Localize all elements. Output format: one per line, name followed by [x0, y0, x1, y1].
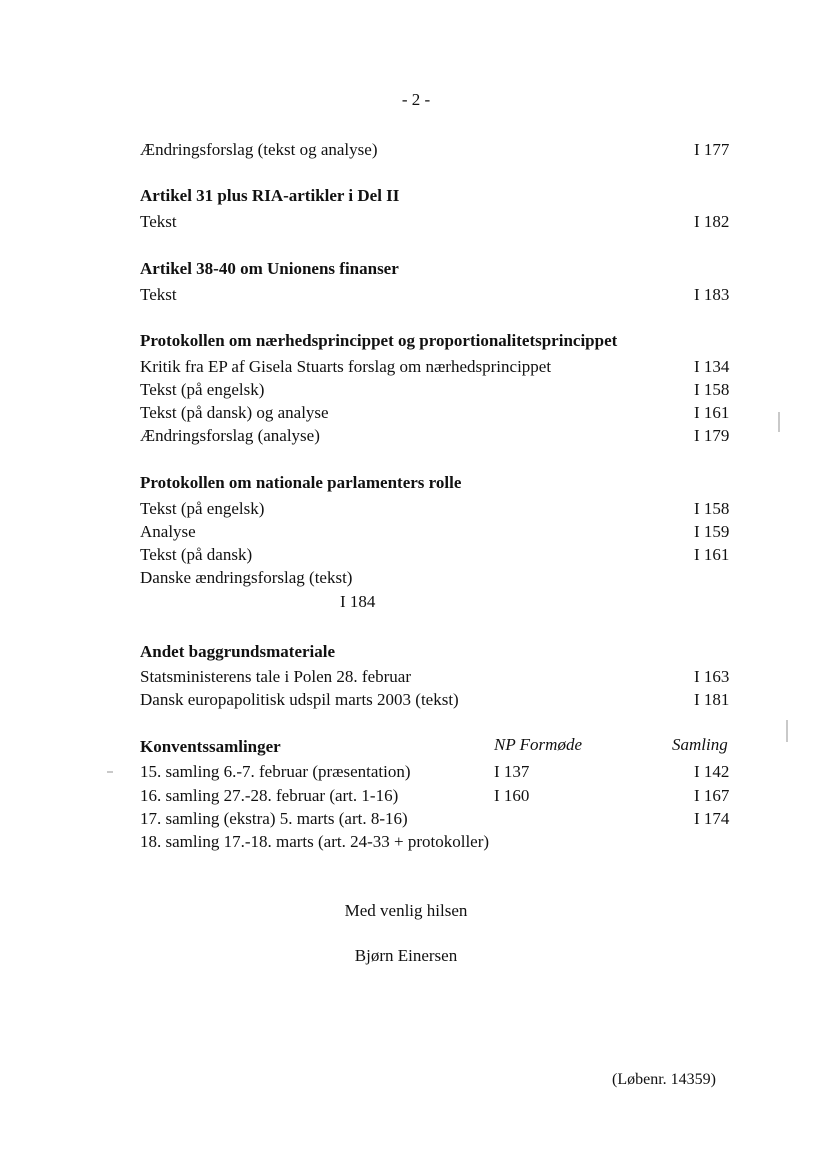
row-label: Tekst (på dansk)	[140, 545, 253, 564]
convention-row-samling: I 167	[694, 786, 730, 805]
row-label: Tekst	[140, 212, 177, 231]
row-ref: I 179	[694, 426, 730, 445]
intro-ref: I 177	[694, 140, 730, 159]
row-ref: I 184	[340, 592, 376, 611]
row-label: Analyse	[140, 522, 196, 541]
row-label: Tekst (på dansk) og analyse	[140, 403, 329, 422]
convention-heading: Konventssamlinger	[140, 737, 281, 756]
convention-row-label: 16. samling 27.-28. februar (art. 1-16)	[140, 786, 399, 805]
row-ref: I 158	[694, 380, 730, 399]
row-ref: I 161	[694, 545, 730, 564]
row-label: Kritik fra EP af Gisela Stuarts forslag om nærhedsprincippet	[140, 357, 552, 376]
scan-speck	[786, 720, 788, 742]
signature-name: Bjørn Einersen	[354, 946, 458, 965]
serial-number: (Løbenr. 14359)	[612, 1071, 716, 1088]
scan-speck	[778, 412, 780, 432]
row-label: Statsministerens tale i Polen 28. februar	[140, 667, 411, 686]
section-heading: Artikel 31 plus RIA-artikler i Del II	[140, 186, 400, 205]
intro-label: Ændringsforslag (tekst og analyse)	[140, 140, 378, 159]
convention-row-samling: I 142	[694, 762, 730, 781]
row-ref: I 181	[694, 690, 730, 709]
convention-row-samling: I 174	[694, 809, 730, 828]
section-heading: Protokollen om nærhedsprincippet og proportionalitetsprincippet	[140, 331, 618, 350]
page-number: - 2 -	[401, 90, 431, 109]
row-label: Tekst	[140, 285, 177, 304]
scan-speck	[107, 771, 113, 773]
row-ref: I 163	[694, 667, 730, 686]
column-header-samling: Samling	[672, 735, 728, 754]
row-label: Ændringsforslag (analyse)	[140, 426, 320, 445]
section-heading: Protokollen om nationale parlamenters rolle	[140, 473, 462, 492]
convention-row-label: 15. samling 6.-7. februar (præsentation)	[140, 762, 411, 781]
row-ref: I 158	[694, 499, 730, 518]
column-header-np: NP Formøde	[494, 735, 582, 754]
row-label: Dansk europapolitisk udspil marts 2003 (tekst)	[140, 690, 459, 709]
row-ref: I 159	[694, 522, 730, 541]
row-ref: I 182	[694, 212, 730, 231]
convention-row-label: 18. samling 17.-18. marts (art. 24-33 + protokoller)	[140, 832, 490, 851]
closing-greeting: Med venlig hilsen	[344, 901, 468, 920]
row-label: Tekst (på engelsk)	[140, 499, 265, 518]
section-heading: Artikel 38-40 om Unionens finanser	[140, 259, 399, 278]
row-ref: I 134	[694, 357, 730, 376]
section-heading: Andet baggrundsmateriale	[140, 642, 336, 661]
convention-row-label: 17. samling (ekstra) 5. marts (art. 8-16)	[140, 809, 408, 828]
row-label: Danske ændringsforslag (tekst)	[140, 568, 353, 587]
row-ref: I 161	[694, 403, 730, 422]
convention-row-np: I 160	[494, 786, 530, 805]
row-ref: I 183	[694, 285, 730, 304]
row-label: Tekst (på engelsk)	[140, 380, 265, 399]
convention-row-np: I 137	[494, 762, 530, 781]
